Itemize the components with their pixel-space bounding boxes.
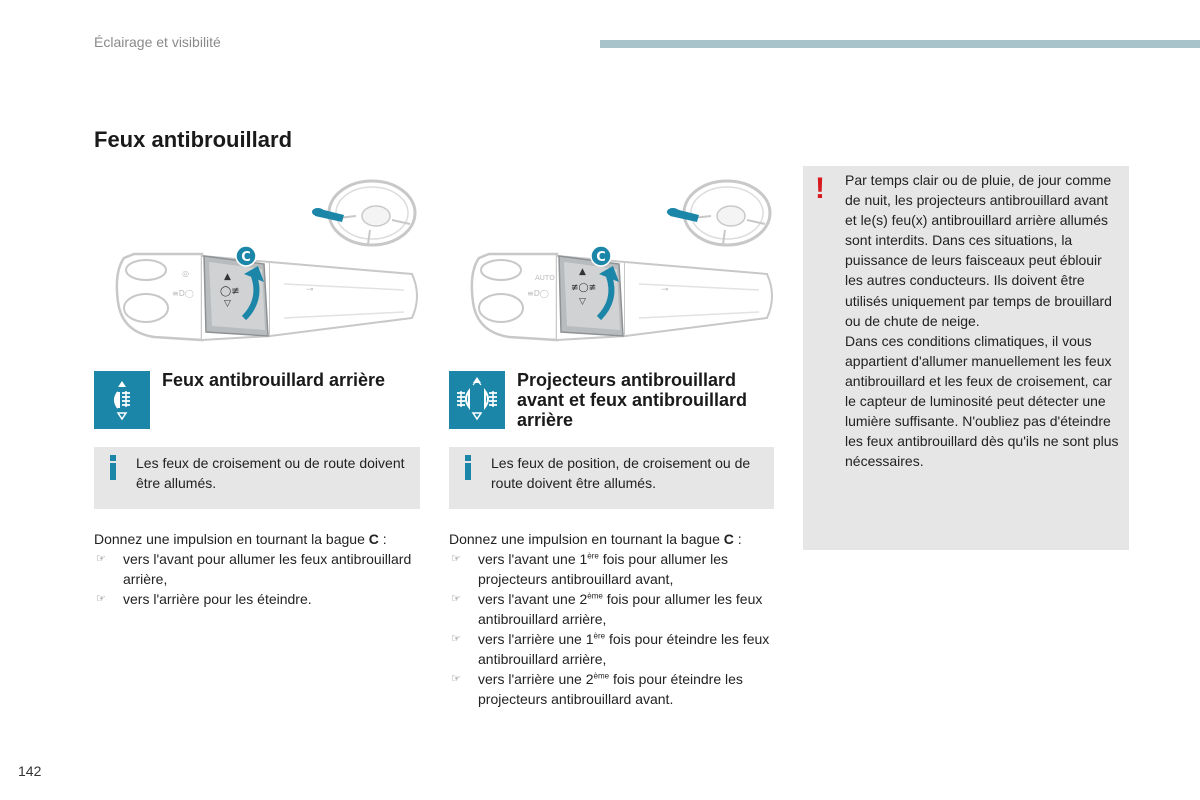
info-box-rear	[94, 447, 420, 509]
svg-text:⊸: ⊸	[661, 285, 669, 295]
callout-c-icon	[236, 246, 256, 266]
info-text: Les feux de croisement ou de route doivent être allumés.	[136, 455, 405, 491]
stalk-illustration-front-rear	[449, 172, 775, 342]
subtitle-front-rear-fog: Projecteurs antibrouillard avant et feux antibrouillard arrière	[517, 370, 748, 430]
intro-line: Donnez une impulsion en tournant la bague C :	[449, 531, 742, 547]
info-icon	[464, 455, 472, 480]
list-item: ☞ vers l'arrière pour les éteindre.	[96, 591, 312, 607]
callout-c-icon	[591, 246, 611, 266]
instructions-rear	[94, 529, 424, 609]
info-box-front-rear	[449, 447, 774, 509]
list-item: ☞ vers l'avant une 1ère fois pour allumer les projecteurs antibrouillard avant,	[451, 551, 729, 587]
callout-letter: C	[241, 250, 251, 265]
list-item: ☞ vers l'arrière une 2ème fois pour éteindre les projecteurs antibrouillard avant.	[451, 671, 743, 707]
intro-line: Donnez une impulsion en tournant la bague C :	[94, 531, 387, 547]
svg-text:◎: ◎	[182, 269, 189, 278]
svg-text:≢◯≢: ≢◯≢	[571, 283, 597, 293]
list-item: ☞ vers l'avant une 2ème fois pour allumer les feux antibrouillard arrière,	[451, 591, 763, 627]
pointing-hand-icon: ☞	[451, 553, 461, 565]
stalk-icon	[472, 254, 772, 340]
list-item: ☞ vers l'arrière une 1ère fois pour éteindre les feux antibrouillard arrière,	[451, 631, 770, 667]
pointing-hand-icon: ☞	[96, 553, 106, 565]
warning-text	[845, 170, 1123, 471]
stalk-icon	[117, 254, 417, 340]
warning-paragraph: Dans ces conditions climatiques, il vous appartient d'allumer manuellement les feux antibrouillard et les feux de croisement, car le capteur de luminosité peut détecter une lumière suffisante. N'oubliez pas d'éteindre les feux antibrouillard dès qu'ils ne sont plus nécessaires.	[845, 332, 1119, 470]
svg-text:◯≢: ◯≢	[220, 286, 240, 297]
steering-wheel-icon	[329, 181, 415, 245]
steering-wheel-icon	[684, 181, 770, 245]
page-title: Feux antibrouillard	[94, 127, 293, 152]
front-and-rear-fog-lamps-icon	[449, 371, 505, 429]
section-header: Éclairage et visibilité	[94, 34, 221, 50]
rear-fog-lamp-icon	[94, 371, 150, 429]
pointing-hand-icon: ☞	[451, 593, 461, 605]
svg-text:≡D◯: ≡D◯	[527, 289, 549, 298]
svg-text:▽: ▽	[224, 299, 231, 309]
svg-text:▲: ▲	[579, 267, 586, 277]
header-bar	[600, 40, 1200, 48]
subtitle-rear-fog: Feux antibrouillard arrière	[162, 370, 386, 390]
exclamation-icon: !	[815, 172, 825, 205]
warning-paragraph: Par temps clair ou de pluie, de jour comme de nuit, les projecteurs antibrouillard avant et le(s) feu(x) antibrouillard arrière allumés sont interdits. Dans ces situations, la puissance de leurs faisceaux peut éblouir les autres conducteurs. Ils doivent être utilisés uniquement par temps de brouillard ou de chute de neige.	[845, 172, 1112, 329]
instructions-front-rear	[449, 529, 779, 709]
svg-text:⊸: ⊸	[306, 285, 314, 295]
page-number: 142	[18, 763, 42, 779]
svg-text:AUTO: AUTO	[535, 274, 555, 282]
callout-letter: C	[596, 250, 606, 265]
pointing-hand-icon: ☞	[451, 633, 461, 645]
svg-text:≡D◯: ≡D◯	[172, 289, 194, 298]
pointing-hand-icon: ☞	[451, 673, 461, 685]
stalk-illustration-rear	[94, 172, 420, 342]
svg-text:▽: ▽	[579, 297, 586, 307]
info-icon	[109, 455, 117, 480]
info-text: Les feux de position, de croisement ou de route doivent être allumés.	[491, 455, 751, 491]
svg-text:▲: ▲	[224, 272, 231, 282]
warning-box	[803, 166, 1129, 550]
list-item: ☞ vers l'avant pour allumer les feux antibrouillard arrière,	[96, 551, 412, 587]
pointing-hand-icon: ☞	[96, 593, 106, 605]
